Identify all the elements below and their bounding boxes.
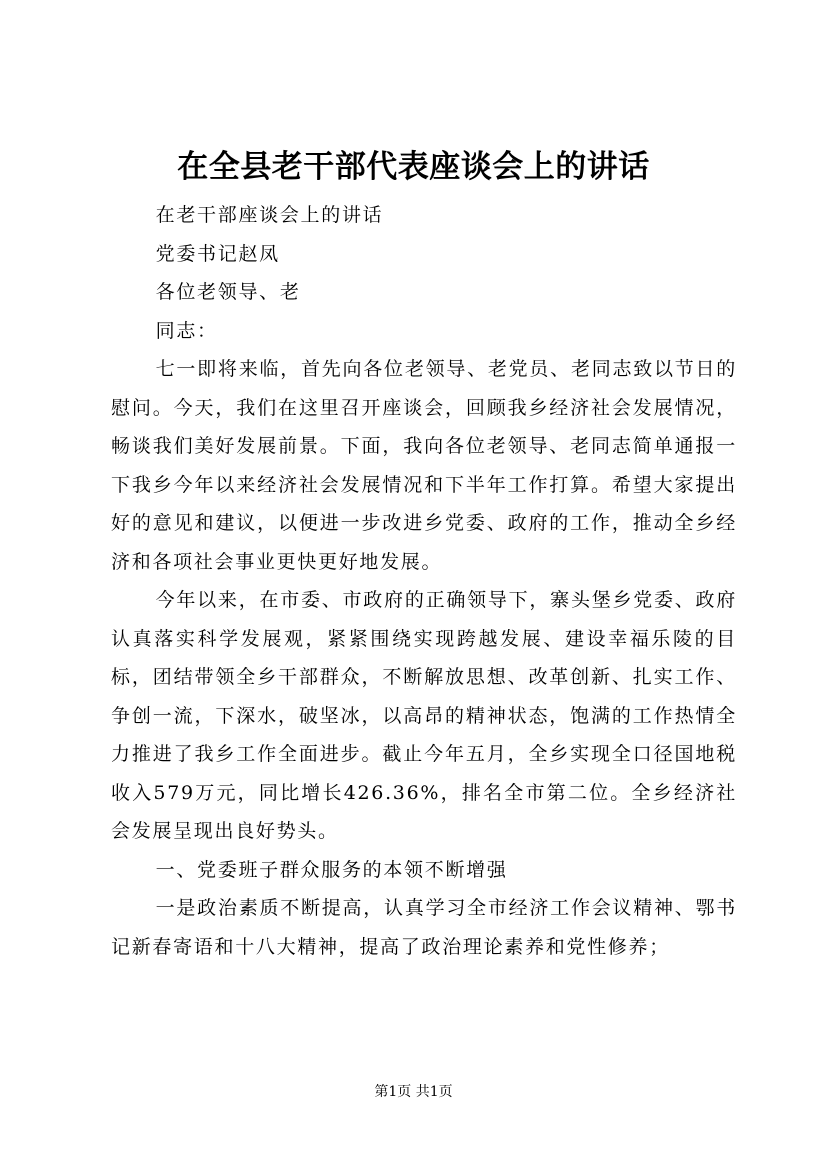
page-footer: 第1页 共1页 xyxy=(374,1084,453,1100)
paragraph-salutation: 各位老领导、老 xyxy=(155,281,301,303)
document-body xyxy=(111,196,737,966)
paragraph-point-one: 一是政治素质不断提高，认真学习全市经济工作会议精神、鄂书记新春寄语和十八大精神，提高了政治理论素养和党性修养； xyxy=(111,897,737,958)
section-heading: 一、党委班子群众服务的本领不断增强 xyxy=(155,858,508,881)
document-title: 在全县老干部代表座谈会上的讲话 xyxy=(177,149,650,185)
paragraph-salutation-cont: 同志： xyxy=(155,319,218,342)
paragraph-intro: 七一即将来临，首先向各位老领导、老党员、老同志致以节日的慰问。今天，我们在这里召开座谈会，回顾我乡经济社会发展情况，畅谈我们美好发展前景。下面，我向各位老领导、老同志简单通报一下我乡今年以来经济社会发展情况和下半年工作打算。希望大家提出好的意见和建议，以便进一步改进乡党委、政府的工作，推动全乡经济和各项社会事业更快更好地发展。 xyxy=(111,358,737,573)
paragraph-author: 党委书记赵凤 xyxy=(155,242,280,265)
paragraph-overview: 今年以来，在市委、市政府的正确领导下，寨头堡乡党委、政府认真落实科学发展观，紧紧围绕实现跨越发展、建设幸福乐陵的目标，团结带领全乡干部群众，不断解放思想、改革创新、扎实工作、争创一流，下深水，破坚冰，以高昂的精神状态，饱满的工作热情全力推进了我乡工作全面进步。截止今年五月，全乡实现全口径国地税收入579万元，同比增长426.36%，排名全市第二位。全乡经济社会发展呈现出良好势头。 xyxy=(111,589,737,842)
paragraph-subtitle: 在老干部座谈会上的讲话 xyxy=(155,204,384,226)
